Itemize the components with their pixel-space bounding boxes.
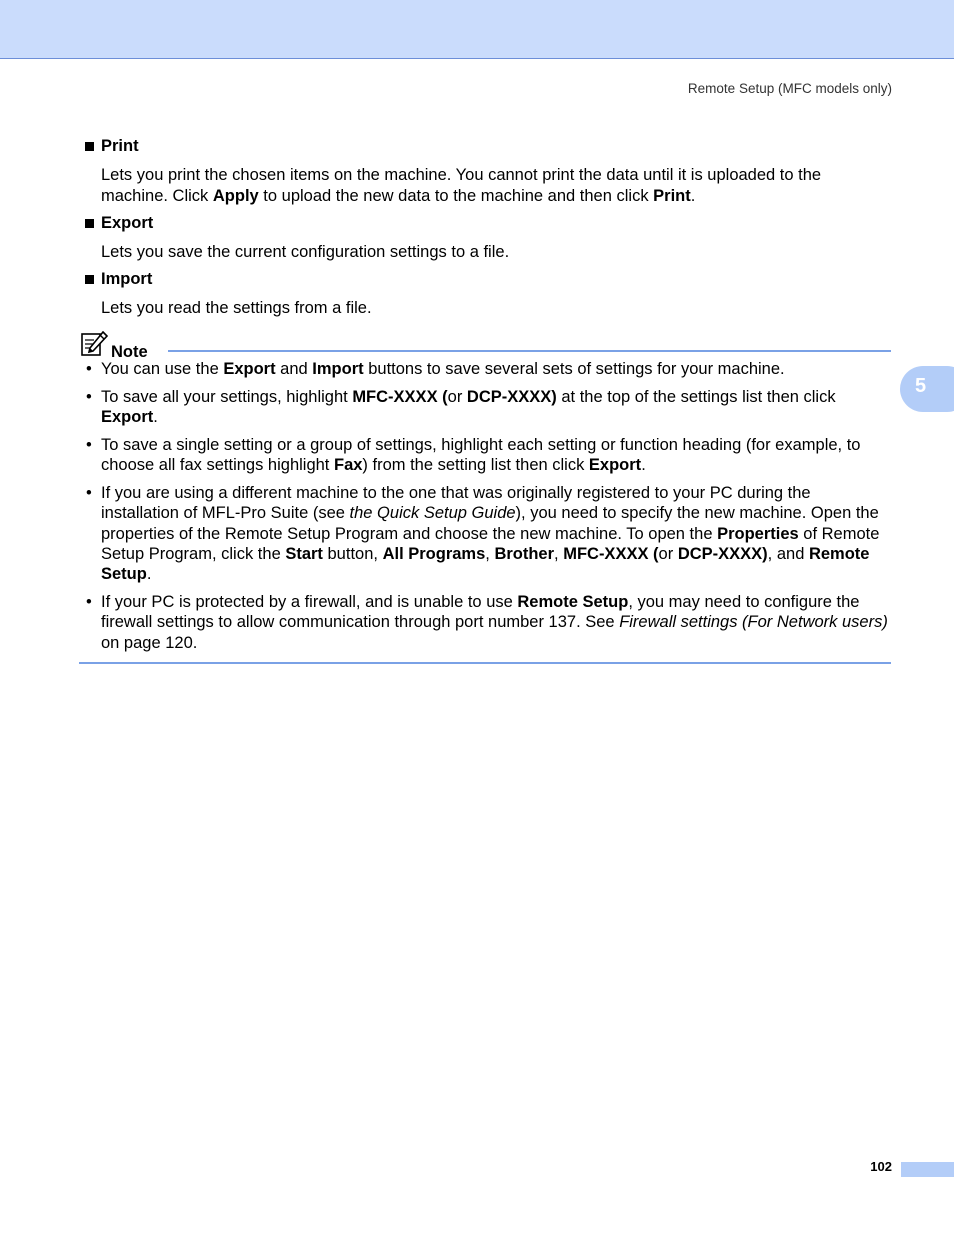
text-run: . [153,408,158,427]
bold-term: Apply [212,187,259,205]
square-bullet-icon [85,275,94,284]
section-export-body [101,242,891,263]
bold-term: DCP-XXXX) [677,544,768,563]
bullet-dot-icon: • [86,592,92,611]
text-run: If you are using a different machine to the one that was originally registered to your PC during the installation of MFL-Pro Suite (see [101,483,811,523]
square-bullet-icon [85,219,94,228]
bold-term: Remote Setup [101,544,870,584]
bullet-dot-icon: • [86,360,92,378]
text-run: , [554,544,564,563]
section-title-text: Print [101,137,139,155]
note-pencil-icon [80,331,108,362]
square-bullet-icon [85,142,94,151]
text-run: to upload the new data to the machine and then click [258,187,654,205]
text-run: . [641,456,646,475]
section-export-title [85,214,153,233]
text-run: Lets you read the settings from a file. [101,299,372,317]
text-run: Lets you save the current configuration settings to a file. [101,243,510,261]
bold-term: MFC-XXXX ( [352,387,448,406]
text-run: . [146,565,152,584]
page-number-bar [901,1162,954,1177]
chapter-tab[interactable] [900,366,954,412]
bold-term: All Programs [382,544,486,563]
bold-term: Print [653,187,691,205]
text-run: If your PC is protected by a firewall, and is unable to use [101,592,518,611]
text-run: and [275,360,313,378]
bullet-dot-icon: • [86,483,92,502]
note-item [86,483,891,584]
note-top-rule [168,350,891,352]
note-bottom-rule [79,662,891,664]
note-list [86,359,891,660]
bold-term: Export [223,360,276,378]
text-run: ), you need to specify the new machine. Open the properties of the Remote Setup Program and choose the new machine. To open the [101,504,879,543]
text-run: Lets you print the chosen items on the machine. You cannot print the data until it is uploaded to the machine. Click [101,166,822,205]
section-print-title [85,137,139,156]
bold-term: Brother [494,544,555,563]
bullet-dot-icon: • [86,387,92,406]
italic-reference: the Quick Setup Guide [349,504,516,523]
text-run: at the top of the settings list then click [556,387,836,406]
bold-term: Import [312,360,364,378]
text-run: buttons to save several sets of settings for your machine. [363,360,785,378]
text-run: or [658,544,678,563]
bold-term: Remote Setup [517,592,629,611]
section-title-text: Export [101,214,154,232]
note-header [80,331,148,362]
bold-term: Export [101,408,154,427]
section-print-body [101,165,891,207]
section-import-body [101,298,891,319]
note-item [86,359,891,379]
bold-term: Start [285,544,323,563]
text-run: You can use the [101,360,224,378]
bold-term: MFC-XXXX ( [563,544,659,563]
bold-term: Fax [333,456,363,475]
text-run: To save a single setting or a group of settings, highlight each setting or function heading (for example, to choose all fax settings highlight [101,435,861,475]
text-run: , and [767,544,809,563]
text-run: button, [322,544,383,563]
note-item [86,435,891,476]
text-run: . [690,187,696,205]
chapter-number: 5 [915,375,927,397]
page-number: 102 [870,1159,892,1174]
text-run: on page 120. [101,633,198,652]
note-label: Note [111,343,148,361]
section-import-title [85,270,152,289]
text-run: To save all your settings, highlight [101,387,353,406]
text-run: , [485,544,495,563]
note-item [86,592,891,653]
text-run: ) from the setting list then click [362,456,589,475]
header-band [0,0,954,59]
text-run: of Remote Setup Program, click the [101,524,880,563]
italic-reference: Firewall settings (For Network users) [619,613,888,632]
text-run: or [447,387,467,406]
text-run: , you may need to configure the firewall settings to allow communication through port number 137. See [101,592,860,632]
bold-term: Export [588,456,642,475]
section-title-text: Import [101,270,153,288]
bullet-dot-icon: • [86,435,92,454]
bold-term: Properties [717,524,799,543]
note-item [86,387,891,428]
running-header: Remote Setup (MFC models only) [687,81,892,96]
bold-term: DCP-XXXX) [466,387,557,406]
